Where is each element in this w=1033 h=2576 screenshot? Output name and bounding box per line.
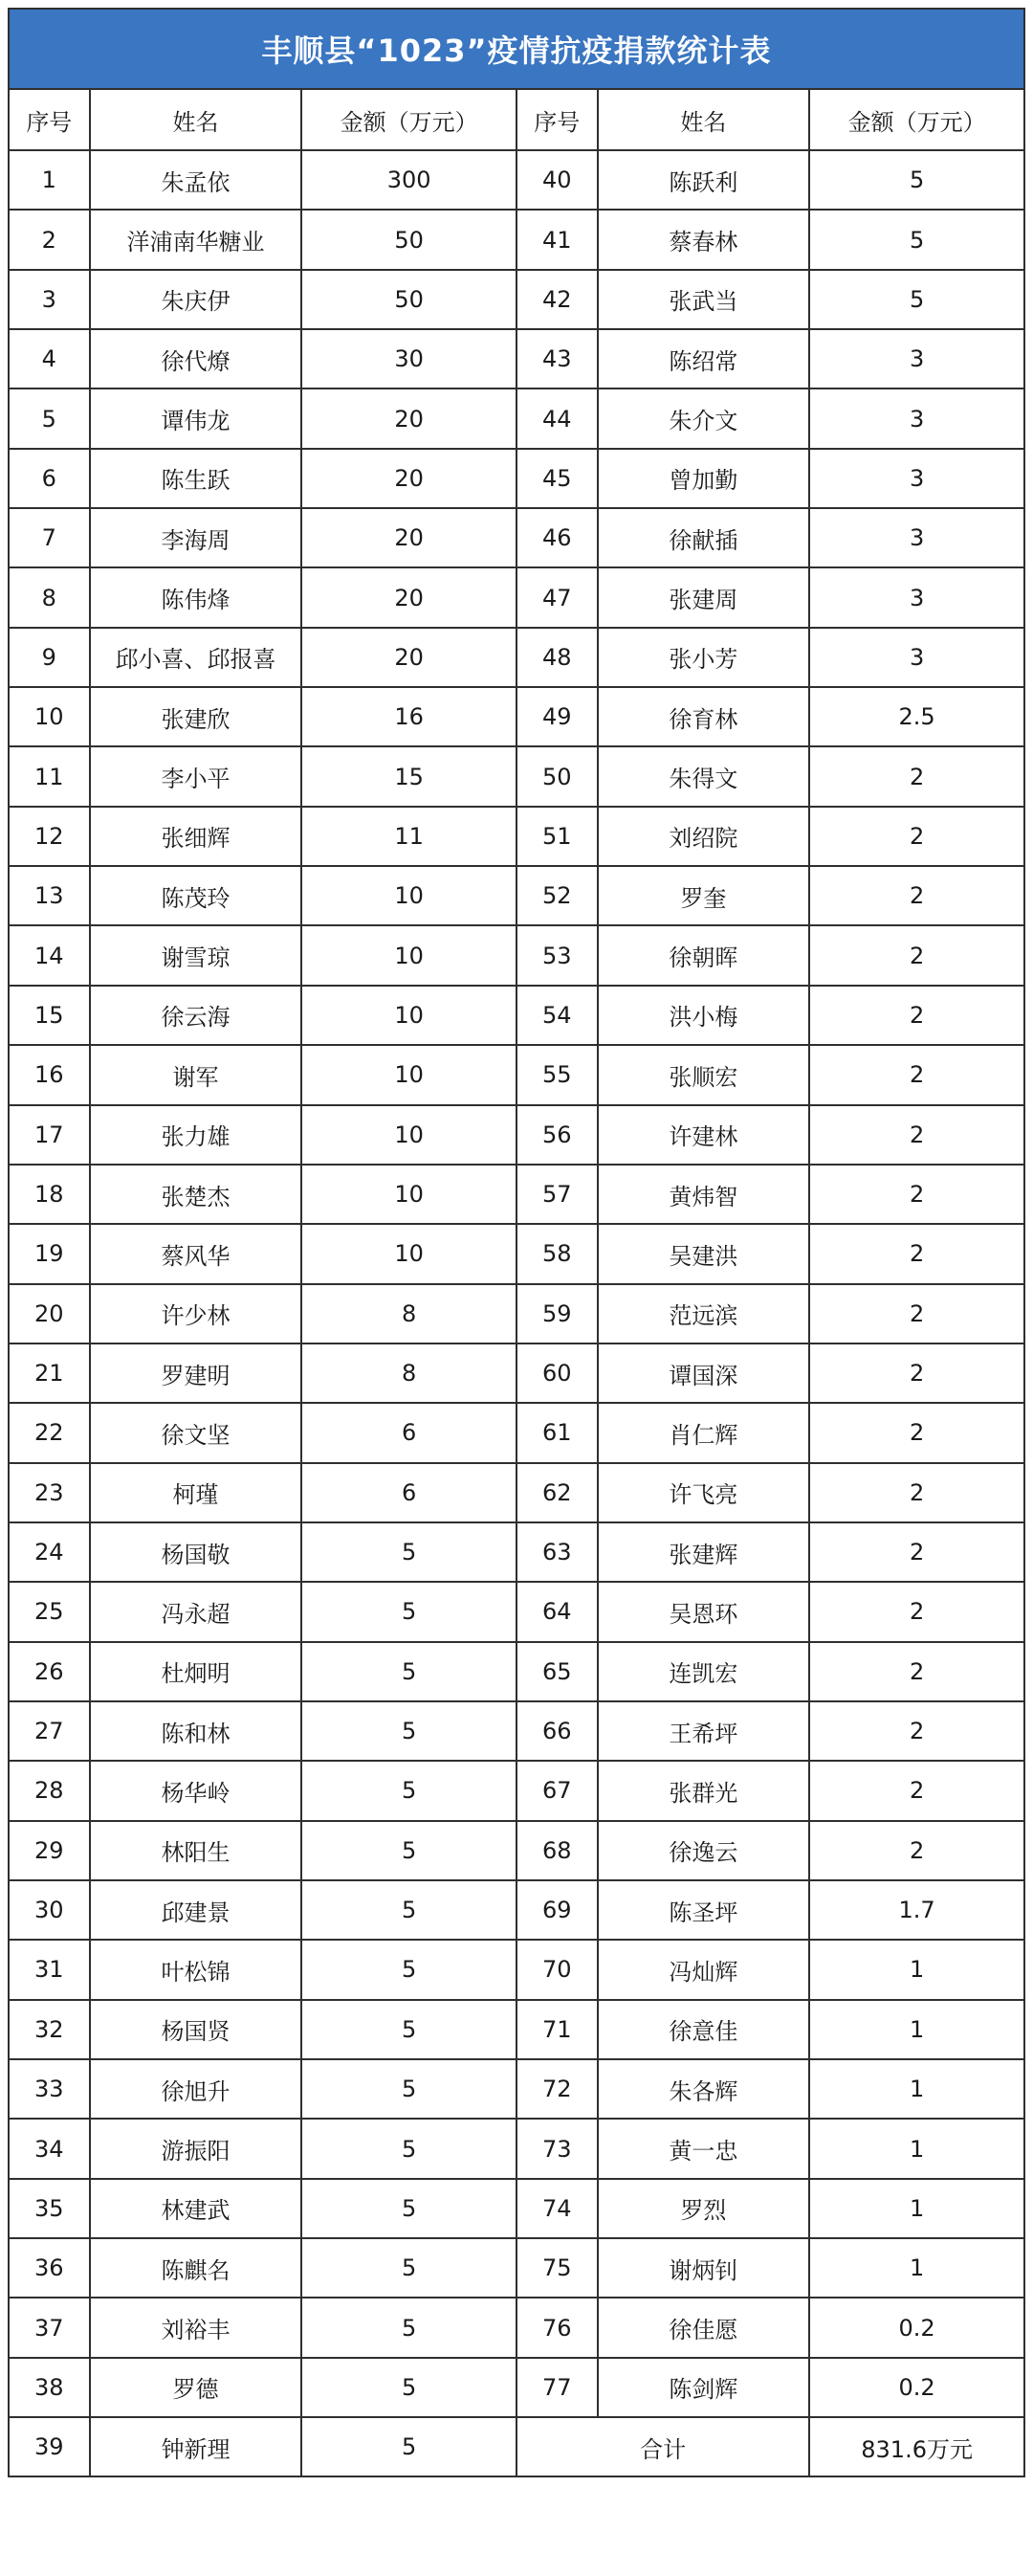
name-cell-left: 谭伟龙 — [90, 389, 302, 448]
table-row — [9, 1940, 1024, 1999]
name-cell-right: 陈圣坪 — [598, 1880, 810, 1940]
index-cell-right: 76 — [516, 2298, 598, 2357]
name-cell-right: 冯灿辉 — [598, 1940, 810, 1999]
header-name-right: 姓名 — [598, 89, 810, 150]
amount-cell-left: 5 — [301, 1701, 516, 1761]
name-cell-right: 张顺宏 — [598, 1045, 810, 1104]
table-row — [9, 807, 1024, 866]
amount-cell-right: 2 — [809, 986, 1024, 1045]
name-cell-right: 朱各辉 — [598, 2059, 810, 2119]
amount-cell-right: 3 — [809, 508, 1024, 567]
amount-cell-left: 10 — [301, 1165, 516, 1224]
amount-cell-right: 1 — [809, 2119, 1024, 2178]
table-row — [9, 628, 1024, 687]
header-amount-right: 金额（万元） — [809, 89, 1024, 150]
table-row — [9, 567, 1024, 627]
amount-cell-right: 2 — [809, 925, 1024, 985]
name-cell-right: 陈剑辉 — [598, 2358, 810, 2417]
amount-cell-left: 6 — [301, 1463, 516, 1522]
index-cell-left: 23 — [9, 1463, 90, 1522]
amount-cell-left: 6 — [301, 1403, 516, 1462]
amount-cell-right: 2 — [809, 746, 1024, 806]
index-cell-right: 66 — [516, 1701, 598, 1761]
amount-cell-right: 2 — [809, 1284, 1024, 1344]
table-title: 丰顺县“1023”疫情抗疫捐款统计表 — [8, 8, 1025, 88]
table-row — [9, 270, 1024, 329]
amount-cell-right: 2 — [809, 866, 1024, 925]
index-cell-left: 2 — [9, 210, 90, 269]
index-cell-right: 68 — [516, 1821, 598, 1880]
index-cell-left: 18 — [9, 1165, 90, 1224]
index-cell-right: 42 — [516, 270, 598, 329]
amount-cell-right: 2 — [809, 1701, 1024, 1761]
index-cell-left: 13 — [9, 866, 90, 925]
name-cell-right: 曾加勤 — [598, 449, 810, 508]
name-cell-left: 邱小喜、邱报喜 — [90, 628, 302, 687]
amount-cell-left: 5 — [301, 2358, 516, 2417]
name-cell-left: 陈生跃 — [90, 449, 302, 508]
amount-cell-right: 2 — [809, 807, 1024, 866]
name-cell-left: 陈麒名 — [90, 2238, 302, 2298]
index-cell-left: 27 — [9, 1701, 90, 1761]
index-cell-right: 64 — [516, 1582, 598, 1641]
name-cell-left: 许少林 — [90, 1284, 302, 1344]
amount-cell-right: 2 — [809, 1403, 1024, 1462]
index-cell-right: 60 — [516, 1344, 598, 1403]
index-cell-left: 7 — [9, 508, 90, 567]
donation-sheet — [8, 8, 1025, 2477]
index-cell-left: 19 — [9, 1224, 90, 1283]
total-label: 合计 — [516, 2417, 809, 2476]
amount-cell-right: 1.7 — [809, 1880, 1024, 1940]
name-cell-left: 徐文坚 — [90, 1403, 302, 1462]
name-cell-right: 吴建洪 — [598, 1224, 810, 1283]
table-row — [9, 687, 1024, 746]
amount-cell-right: 2 — [809, 1582, 1024, 1641]
table-row — [9, 150, 1024, 210]
name-cell-left: 朱庆伊 — [90, 270, 302, 329]
name-cell-right: 陈绍常 — [598, 329, 810, 389]
table-row — [9, 1701, 1024, 1761]
index-cell-left: 6 — [9, 449, 90, 508]
table-row — [9, 329, 1024, 389]
index-cell-left: 10 — [9, 687, 90, 746]
table-row — [9, 2298, 1024, 2357]
index-cell-left: 35 — [9, 2179, 90, 2238]
table-row — [9, 1224, 1024, 1283]
amount-cell-left: 11 — [301, 807, 516, 866]
index-cell-left: 30 — [9, 1880, 90, 1940]
amount-cell-left: 5 — [301, 1880, 516, 1940]
index-cell-right: 54 — [516, 986, 598, 1045]
index-cell-right: 73 — [516, 2119, 598, 2178]
index-cell-left: 29 — [9, 1821, 90, 1880]
index-cell-right: 43 — [516, 329, 598, 389]
index-cell-right: 53 — [516, 925, 598, 985]
index-cell-right: 71 — [516, 2000, 598, 2059]
amount-cell-right: 3 — [809, 567, 1024, 627]
amount-cell-left: 5 — [301, 2119, 516, 2178]
amount-cell-right: 1 — [809, 2179, 1024, 2238]
amount-cell-right: 3 — [809, 449, 1024, 508]
table-row — [9, 1403, 1024, 1462]
amount-cell-left: 20 — [301, 508, 516, 567]
table-row — [9, 1344, 1024, 1403]
index-cell-right: 59 — [516, 1284, 598, 1344]
amount-cell-left: 5 — [301, 1642, 516, 1701]
header-row — [9, 89, 1024, 150]
index-cell-left: 1 — [9, 150, 90, 210]
index-cell-right: 63 — [516, 1522, 598, 1582]
table-row — [9, 2179, 1024, 2238]
index-cell-left: 16 — [9, 1045, 90, 1104]
name-cell-left: 蔡风华 — [90, 1224, 302, 1283]
amount-cell-left: 20 — [301, 628, 516, 687]
amount-cell-right: 2 — [809, 1344, 1024, 1403]
index-cell-left: 28 — [9, 1761, 90, 1820]
header-name-left: 姓名 — [90, 89, 302, 150]
amount-cell-right: 5 — [809, 210, 1024, 269]
index-cell-right: 46 — [516, 508, 598, 567]
amount-cell-right: 2 — [809, 1224, 1024, 1283]
name-cell-right: 徐朝晖 — [598, 925, 810, 985]
header-index-left: 序号 — [9, 89, 90, 150]
amount-cell-right: 2 — [809, 1105, 1024, 1165]
donation-table — [8, 88, 1025, 2477]
amount-cell-left: 5 — [301, 1821, 516, 1880]
name-cell-left: 洋浦南华糖业 — [90, 210, 302, 269]
total-row — [9, 2417, 1024, 2476]
amount-cell-left: 10 — [301, 1045, 516, 1104]
index-cell-right: 70 — [516, 1940, 598, 1999]
amount-cell-left: 8 — [301, 1344, 516, 1403]
index-cell-left: 11 — [9, 746, 90, 806]
name-cell-left: 林阳生 — [90, 1821, 302, 1880]
amount-cell-right: 0.2 — [809, 2358, 1024, 2417]
index-cell-left: 3 — [9, 270, 90, 329]
amount-cell-left: 5 — [301, 1761, 516, 1820]
name-cell-left: 杜炯明 — [90, 1642, 302, 1701]
name-cell-right: 徐逸云 — [598, 1821, 810, 1880]
name-cell-right: 徐育林 — [598, 687, 810, 746]
total-value: 831.6万元 — [809, 2417, 1024, 2476]
index-cell-left: 31 — [9, 1940, 90, 1999]
amount-cell-right: 5 — [809, 270, 1024, 329]
table-row — [9, 1522, 1024, 1582]
name-cell-right: 张群光 — [598, 1761, 810, 1820]
index-cell-right: 48 — [516, 628, 598, 687]
index-cell-left: 38 — [9, 2358, 90, 2417]
amount-cell-right: 2 — [809, 1463, 1024, 1522]
amount-cell-left: 20 — [301, 449, 516, 508]
index-cell-left: 39 — [9, 2417, 90, 2476]
index-cell-left: 8 — [9, 567, 90, 627]
index-cell-right: 52 — [516, 866, 598, 925]
amount-cell-left: 20 — [301, 567, 516, 627]
amount-cell-left: 5 — [301, 1522, 516, 1582]
amount-cell-left: 10 — [301, 986, 516, 1045]
index-cell-right: 72 — [516, 2059, 598, 2119]
name-cell-right: 张武当 — [598, 270, 810, 329]
name-cell-left: 谢雪琼 — [90, 925, 302, 985]
amount-cell-right: 3 — [809, 389, 1024, 448]
table-row — [9, 2238, 1024, 2298]
name-cell-right: 朱介文 — [598, 389, 810, 448]
amount-cell-left: 300 — [301, 150, 516, 210]
name-cell-right: 张小芳 — [598, 628, 810, 687]
name-cell-left: 冯永超 — [90, 1582, 302, 1641]
name-cell-left: 钟新理 — [90, 2417, 302, 2476]
table-row — [9, 449, 1024, 508]
name-cell-left: 叶松锦 — [90, 1940, 302, 1999]
index-cell-left: 22 — [9, 1403, 90, 1462]
name-cell-left: 林建武 — [90, 2179, 302, 2238]
index-cell-right: 49 — [516, 687, 598, 746]
index-cell-right: 65 — [516, 1642, 598, 1701]
index-cell-left: 24 — [9, 1522, 90, 1582]
index-cell-right: 40 — [516, 150, 598, 210]
name-cell-right: 黄炜智 — [598, 1165, 810, 1224]
amount-cell-right: 2 — [809, 1821, 1024, 1880]
name-cell-left: 张细辉 — [90, 807, 302, 866]
table-row — [9, 1582, 1024, 1641]
header-index-right: 序号 — [516, 89, 598, 150]
amount-cell-right: 1 — [809, 2238, 1024, 2298]
table-row — [9, 1045, 1024, 1104]
table-row — [9, 1761, 1024, 1820]
amount-cell-left: 5 — [301, 2059, 516, 2119]
amount-cell-left: 16 — [301, 687, 516, 746]
index-cell-left: 4 — [9, 329, 90, 389]
table-row — [9, 1642, 1024, 1701]
name-cell-right: 刘绍院 — [598, 807, 810, 866]
name-cell-right: 张建周 — [598, 567, 810, 627]
name-cell-right: 谢炳钊 — [598, 2238, 810, 2298]
index-cell-right: 58 — [516, 1224, 598, 1283]
name-cell-left: 罗建明 — [90, 1344, 302, 1403]
name-cell-right: 许建林 — [598, 1105, 810, 1165]
amount-cell-left: 15 — [301, 746, 516, 806]
name-cell-right: 罗奎 — [598, 866, 810, 925]
name-cell-right: 徐佳愿 — [598, 2298, 810, 2357]
amount-cell-left: 50 — [301, 270, 516, 329]
index-cell-left: 26 — [9, 1642, 90, 1701]
name-cell-left: 邱建景 — [90, 1880, 302, 1940]
index-cell-left: 33 — [9, 2059, 90, 2119]
table-row — [9, 1821, 1024, 1880]
index-cell-right: 57 — [516, 1165, 598, 1224]
table-row — [9, 2119, 1024, 2178]
table-row — [9, 210, 1024, 269]
name-cell-right: 连凯宏 — [598, 1642, 810, 1701]
index-cell-right: 74 — [516, 2179, 598, 2238]
index-cell-left: 34 — [9, 2119, 90, 2178]
name-cell-left: 张力雄 — [90, 1105, 302, 1165]
name-cell-left: 徐旭升 — [90, 2059, 302, 2119]
index-cell-right: 45 — [516, 449, 598, 508]
name-cell-right: 徐意佳 — [598, 2000, 810, 2059]
amount-cell-right: 3 — [809, 329, 1024, 389]
table-body — [9, 150, 1024, 2476]
index-cell-right: 77 — [516, 2358, 598, 2417]
index-cell-left: 25 — [9, 1582, 90, 1641]
index-cell-left: 17 — [9, 1105, 90, 1165]
amount-cell-right: 1 — [809, 1940, 1024, 1999]
amount-cell-right: 2 — [809, 1642, 1024, 1701]
index-cell-right: 41 — [516, 210, 598, 269]
amount-cell-right: 1 — [809, 2000, 1024, 2059]
amount-cell-left: 5 — [301, 2417, 516, 2476]
name-cell-left: 杨华岭 — [90, 1761, 302, 1820]
name-cell-right: 陈跃利 — [598, 150, 810, 210]
name-cell-left: 张楚杰 — [90, 1165, 302, 1224]
index-cell-left: 36 — [9, 2238, 90, 2298]
name-cell-left: 柯瑾 — [90, 1463, 302, 1522]
amount-cell-left: 20 — [301, 389, 516, 448]
table-row — [9, 746, 1024, 806]
index-cell-left: 5 — [9, 389, 90, 448]
amount-cell-right: 3 — [809, 628, 1024, 687]
table-row — [9, 1880, 1024, 1940]
name-cell-left: 徐代燎 — [90, 329, 302, 389]
table-row — [9, 1463, 1024, 1522]
name-cell-left: 游振阳 — [90, 2119, 302, 2178]
amount-cell-left: 5 — [301, 1582, 516, 1641]
name-cell-left: 杨国敬 — [90, 1522, 302, 1582]
amount-cell-left: 5 — [301, 2000, 516, 2059]
name-cell-right: 肖仁辉 — [598, 1403, 810, 1462]
table-row — [9, 2059, 1024, 2119]
name-cell-right: 罗烈 — [598, 2179, 810, 2238]
name-cell-right: 徐献插 — [598, 508, 810, 567]
index-cell-left: 21 — [9, 1344, 90, 1403]
name-cell-right: 朱得文 — [598, 746, 810, 806]
amount-cell-left: 10 — [301, 1224, 516, 1283]
name-cell-left: 李小平 — [90, 746, 302, 806]
name-cell-left: 陈伟烽 — [90, 567, 302, 627]
table-row — [9, 1284, 1024, 1344]
table-row — [9, 1105, 1024, 1165]
index-cell-left: 14 — [9, 925, 90, 985]
table-row — [9, 389, 1024, 448]
name-cell-right: 张建辉 — [598, 1522, 810, 1582]
table-row — [9, 508, 1024, 567]
amount-cell-right: 5 — [809, 150, 1024, 210]
amount-cell-right: 2 — [809, 1045, 1024, 1104]
amount-cell-right: 1 — [809, 2059, 1024, 2119]
name-cell-right: 蔡春林 — [598, 210, 810, 269]
name-cell-right: 谭国深 — [598, 1344, 810, 1403]
name-cell-right: 王希坪 — [598, 1701, 810, 1761]
index-cell-right: 62 — [516, 1463, 598, 1522]
index-cell-left: 37 — [9, 2298, 90, 2357]
index-cell-right: 55 — [516, 1045, 598, 1104]
index-cell-right: 75 — [516, 2238, 598, 2298]
index-cell-right: 44 — [516, 389, 598, 448]
amount-cell-right: 2 — [809, 1522, 1024, 1582]
index-cell-right: 56 — [516, 1105, 598, 1165]
amount-cell-left: 5 — [301, 2298, 516, 2357]
name-cell-right: 洪小梅 — [598, 986, 810, 1045]
name-cell-left: 陈茂玲 — [90, 866, 302, 925]
index-cell-right: 47 — [516, 567, 598, 627]
name-cell-right: 许飞亮 — [598, 1463, 810, 1522]
table-row — [9, 2358, 1024, 2417]
name-cell-left: 刘裕丰 — [90, 2298, 302, 2357]
table-row — [9, 986, 1024, 1045]
name-cell-left: 徐云海 — [90, 986, 302, 1045]
amount-cell-left: 30 — [301, 329, 516, 389]
name-cell-right: 范远滨 — [598, 1284, 810, 1344]
index-cell-left: 12 — [9, 807, 90, 866]
name-cell-left: 朱孟依 — [90, 150, 302, 210]
table-row — [9, 866, 1024, 925]
index-cell-left: 32 — [9, 2000, 90, 2059]
table-row — [9, 1165, 1024, 1224]
name-cell-left: 谢军 — [90, 1045, 302, 1104]
name-cell-left: 罗德 — [90, 2358, 302, 2417]
name-cell-right: 吴恩环 — [598, 1582, 810, 1641]
amount-cell-left: 8 — [301, 1284, 516, 1344]
amount-cell-right: 2 — [809, 1761, 1024, 1820]
amount-cell-right: 2 — [809, 1165, 1024, 1224]
amount-cell-right: 2.5 — [809, 687, 1024, 746]
index-cell-left: 15 — [9, 986, 90, 1045]
index-cell-left: 20 — [9, 1284, 90, 1344]
amount-cell-left: 50 — [301, 210, 516, 269]
amount-cell-left: 10 — [301, 866, 516, 925]
index-cell-right: 61 — [516, 1403, 598, 1462]
name-cell-left: 李海周 — [90, 508, 302, 567]
amount-cell-left: 5 — [301, 1940, 516, 1999]
amount-cell-right: 0.2 — [809, 2298, 1024, 2357]
index-cell-left: 9 — [9, 628, 90, 687]
name-cell-right: 黄一忠 — [598, 2119, 810, 2178]
name-cell-left: 陈和林 — [90, 1701, 302, 1761]
name-cell-left: 张建欣 — [90, 687, 302, 746]
amount-cell-left: 10 — [301, 925, 516, 985]
index-cell-right: 51 — [516, 807, 598, 866]
amount-cell-left: 10 — [301, 1105, 516, 1165]
index-cell-right: 69 — [516, 1880, 598, 1940]
table-row — [9, 2000, 1024, 2059]
header-amount-left: 金额（万元） — [301, 89, 516, 150]
amount-cell-left: 5 — [301, 2238, 516, 2298]
index-cell-right: 50 — [516, 746, 598, 806]
table-row — [9, 925, 1024, 985]
index-cell-right: 67 — [516, 1761, 598, 1820]
amount-cell-left: 5 — [301, 2179, 516, 2238]
name-cell-left: 杨国贤 — [90, 2000, 302, 2059]
